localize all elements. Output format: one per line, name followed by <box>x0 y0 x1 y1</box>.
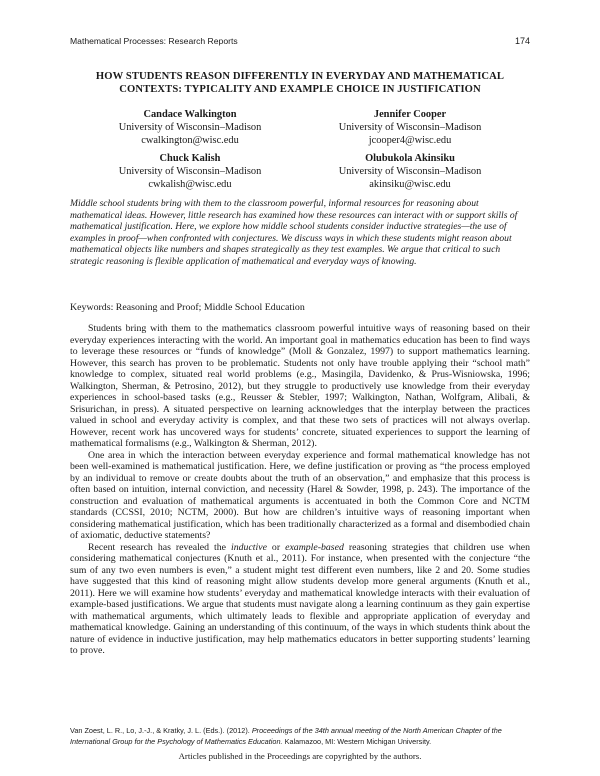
p3-text-or: or <box>266 541 286 553</box>
author-email: jcooper4@wisc.edu <box>368 135 452 146</box>
footer-citation <box>70 726 530 747</box>
abstract: Middle school students bring with them to the classroom powerful, informal resources for reasoning about mathematical ideas. However, little research has examined how these resources can interact with or support skills of mathematical justification. Here, we explore how middle school students consider inductive strategies—the use of examples in proof—when confronted with conjectures. We discuss ways in which these students might reason about mathematical objects like numbers and shapes strategically as they test examples. We argue that critical to such strategic reasoning is flexible application of mathematical and everyday ways of knowing. <box>70 198 518 267</box>
running-header <box>70 36 530 50</box>
copyright-note: Articles published in the Proceedings are copyrighted by the authors. <box>178 751 422 761</box>
author-name: Chuck Kalish <box>159 153 221 164</box>
author-walkington <box>70 108 310 147</box>
author-block <box>70 108 530 188</box>
author-affiliation: University of Wisconsin–Madison <box>338 166 482 177</box>
p3-term-example-based: example-based <box>285 541 344 553</box>
citation-proceedings: Proceedings of the 34th annual meeting of the North American Chapter of the International Group for the Psychology of Mathematics Education. <box>70 726 502 746</box>
author-name: Olubukola Akinsiku <box>365 153 455 164</box>
paragraph-3 <box>70 542 530 657</box>
footer <box>70 726 530 762</box>
citation-publisher: Kalamazoo, MI: Western Michigan University. <box>282 736 432 746</box>
citation-editors: Van Zoest, L. R., Lo, J.-J., & Kratky, J. L. (Eds.). (2012). <box>70 726 252 735</box>
page-number: 174 <box>514 36 530 46</box>
author-email: akinsiku@wisc.edu <box>369 179 451 190</box>
p3-text-b: reasoning strategies that children use when considering mathematical conjectures (Knuth et al., 2011). For instance, when presented with the conjecture “the sum of any two even numbers is even,” a student might test different even numbers, like 2 and 20. Some studies have suggested that this kind of reasoning might allow students develop more general arguments (Knuth et al., 2011). Here we will examine how students’ everyday and mathematical knowledge interacts with their evaluation of example-based justifications. We argue that students must navigate along a learning continuum as they gain expertise with mathematical arguments, which ultimately leads to flexible and appropriate application of everyday and mathematical knowledge. Gaining an understanding of this continuum, of the ways in which students think about the nature of evidence in inductive justification, may help mathematics educators in better supporting students’ learning to prove. <box>70 541 530 656</box>
running-title: Mathematical Processes: Research Reports <box>70 36 238 46</box>
paragraph-2: One area in which the interaction between everyday experience and formal mathematical knowledge has not been well-examined is mathematical justification. Here, we define justification or proving as “the process employed by an individual to remove or create doubts about the truth of an observation,” and emphasize that this process is often based on intuition, internal conviction, and necessity (Harel & Sowder, 1998, p. 243). The importance of the construction and evaluation of mathematical arguments is accentuated in both the Common Core and NCTM standards (CCSSI, 2010; NCTM, 2000). But how are children’s intuitive ways of reasoning important when considering mathematical justification, which has been traditionally characterized as a formal and disembodied chain of axiomatic, deductive statements? <box>70 449 530 541</box>
author-akinsiku <box>290 152 530 191</box>
author-email: cwkalish@wisc.edu <box>148 179 232 190</box>
paragraph-1: Students bring with them to the mathematics classroom powerful intuitive ways of reasoning based on their everyday experiences interacting with the world. An important goal in mathematics education has been to find ways to leverage these resources or “funds of knowledge” (Moll & Gonzalez, 1997) to support mathematics learning. However, this search has proven to be problematic. Students not only have trouble applying their “school math” knowledge to complex, situated real world problems (e.g., Masingila, Davidenko, & Prus-Wisniowska, 1996; Walkington, Sherman, & Petrosino, 2012), but they struggle to productively use knowledge from their everyday experiences in school-based tasks (e.g., Reusser & Stebler, 1997; Walkington, Nathan, Wolfgram, Alibali, & Srisurichan, in press). A situated perspective on learning acknowledges that the interplay between the practices valued in school and everyday activity is complex, and that these two sets of practices will not always overlap. However, recent work has uncovered ways for students’ concrete, situated experiences to support the learning of mathematical formalisms (e.g., Walkington & Sherman, 2012). <box>70 323 530 449</box>
paper-title <box>70 70 530 96</box>
title-line-2: CONTEXTS: TYPICALITY AND EXAMPLE CHOICE IN JUSTIFICATION <box>119 84 481 95</box>
keywords: Keywords: Reasoning and Proof; Middle School Education <box>70 302 305 313</box>
body-text <box>70 323 530 657</box>
author-name: Jennifer Cooper <box>373 109 447 120</box>
author-affiliation: University of Wisconsin–Madison <box>338 122 482 133</box>
author-cooper <box>290 108 530 147</box>
author-email: cwalkington@wisc.edu <box>141 135 239 146</box>
author-name: Candace Walkington <box>143 109 237 120</box>
author-affiliation: University of Wisconsin–Madison <box>118 166 262 177</box>
author-affiliation: University of Wisconsin–Madison <box>118 122 262 133</box>
p3-term-inductive: inductive <box>231 541 267 553</box>
author-kalish <box>70 152 310 191</box>
title-line-1: HOW STUDENTS REASON DIFFERENTLY IN EVERYDAY AND MATHEMATICAL <box>95 71 505 82</box>
p3-text-a: Recent research has revealed the <box>88 541 232 553</box>
